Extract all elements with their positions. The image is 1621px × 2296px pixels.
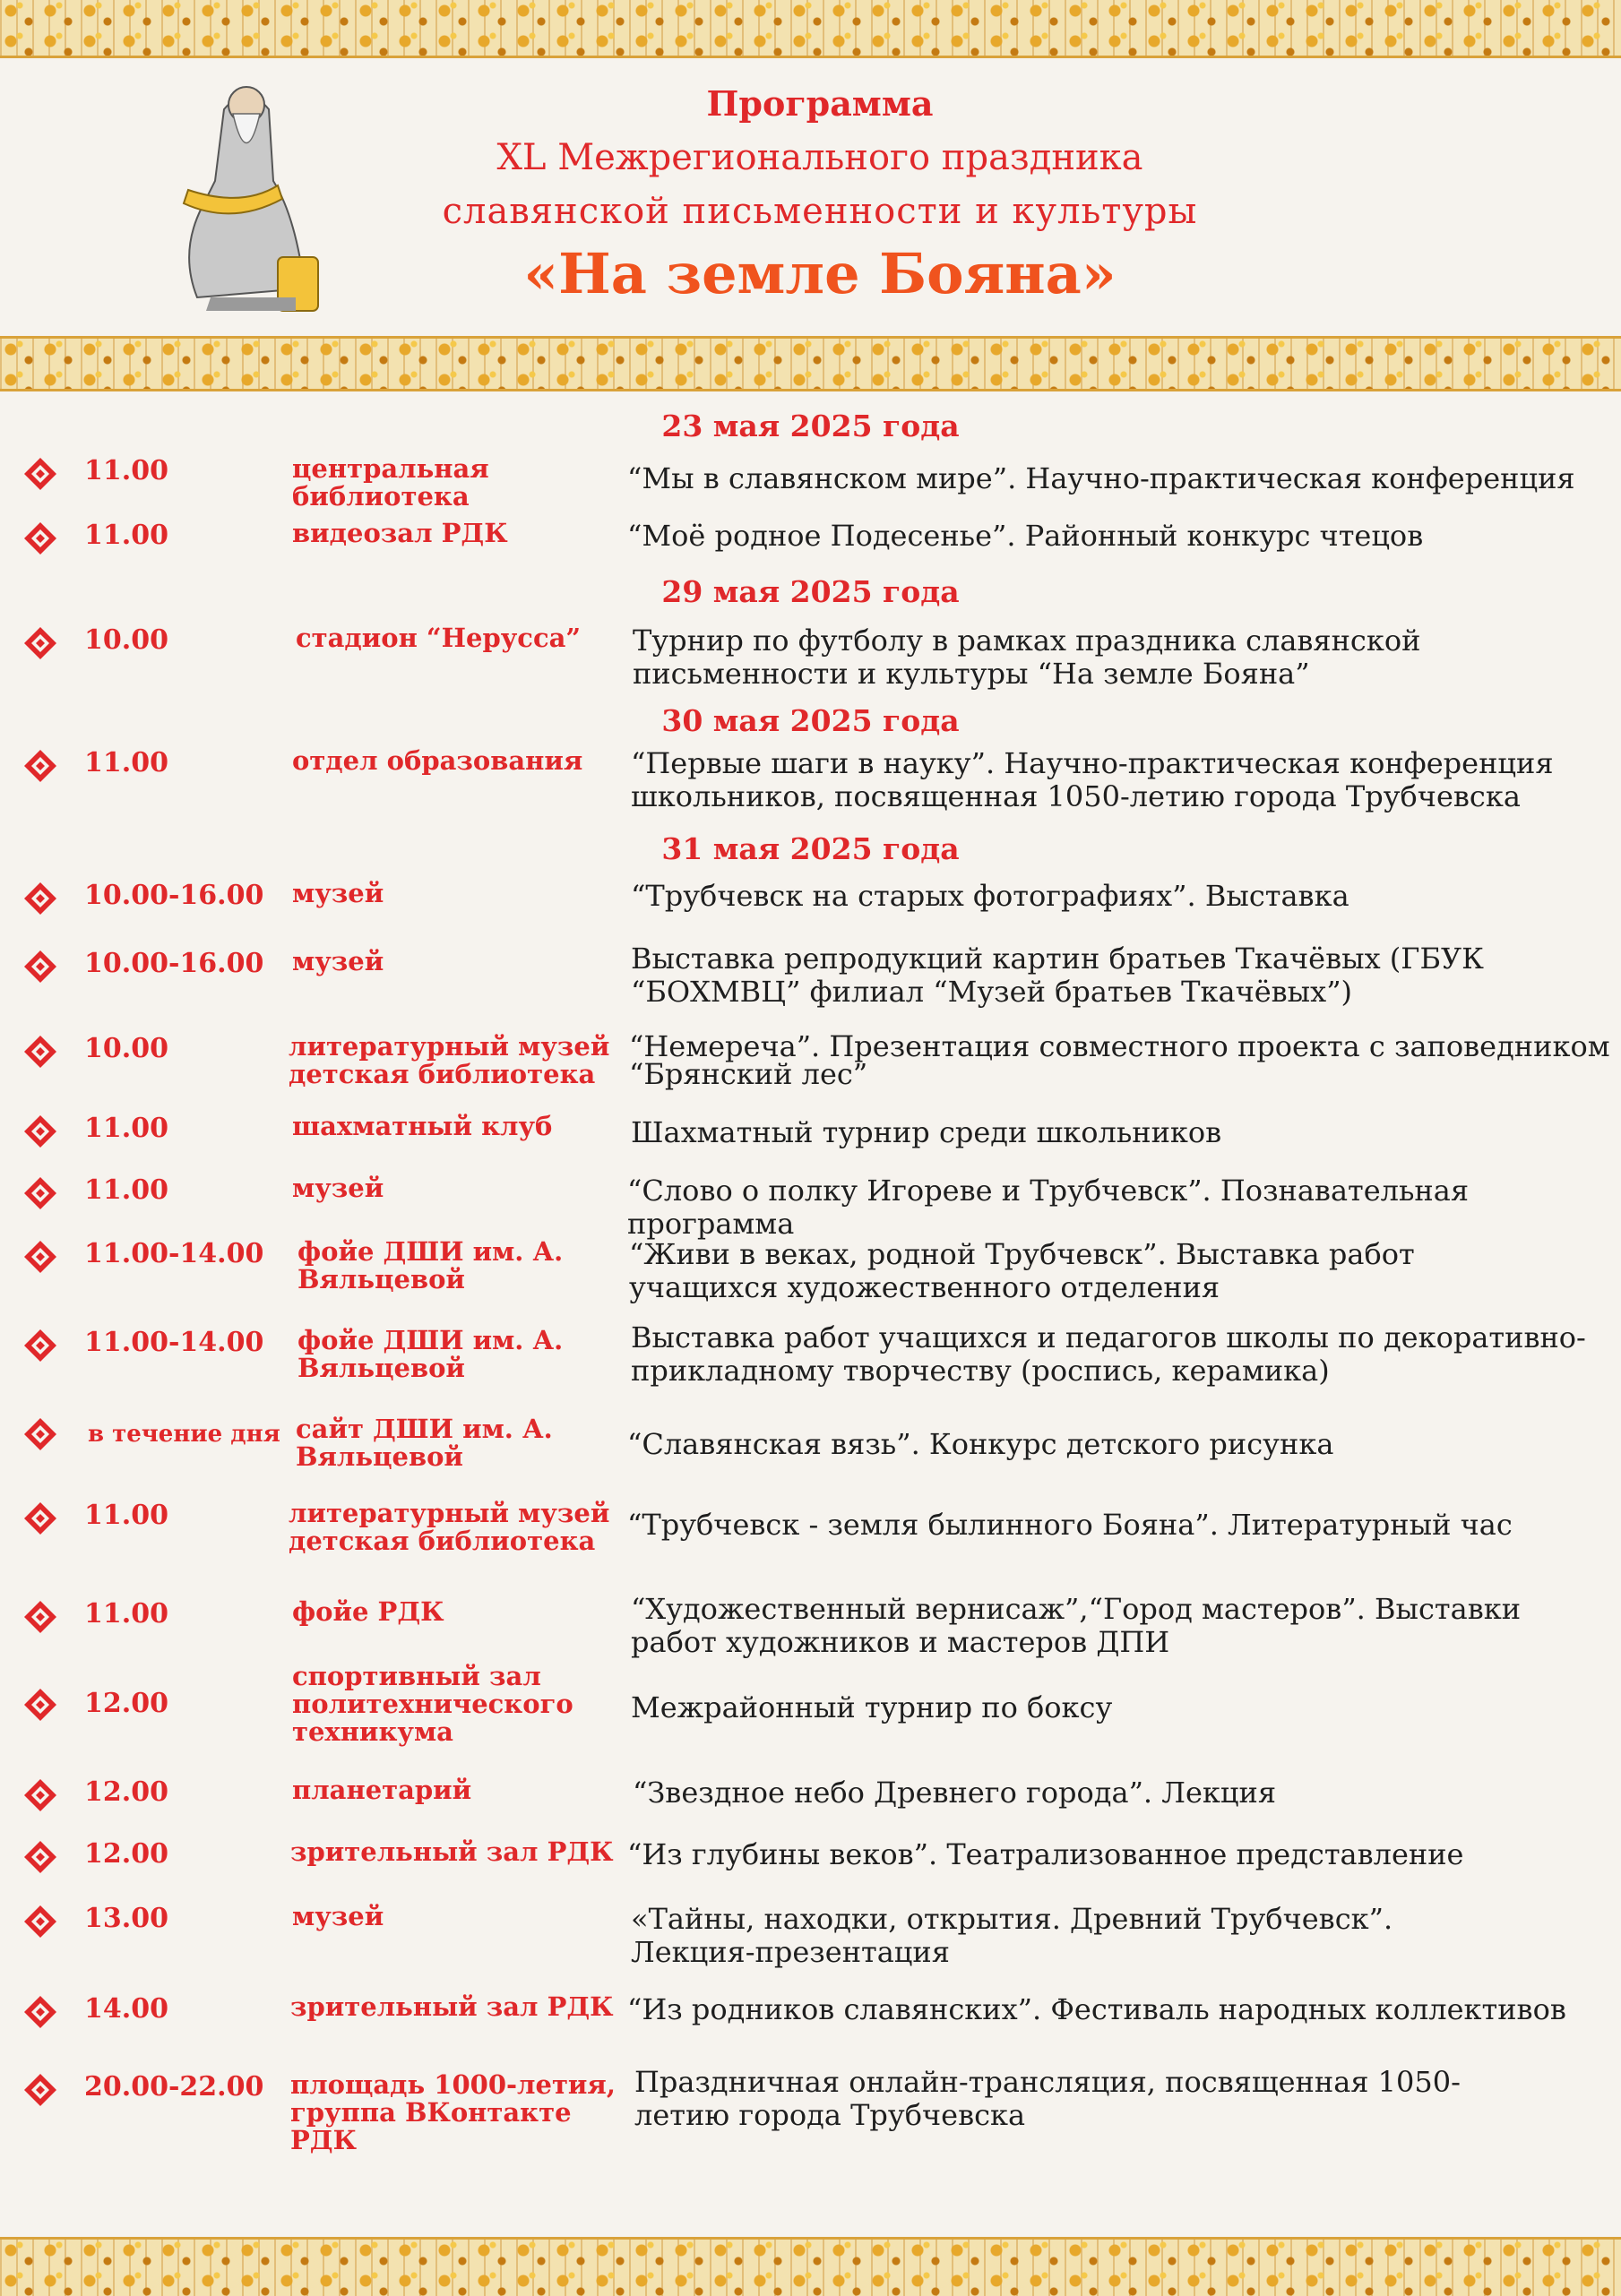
event-place: музей [292,1173,384,1203]
title-festival-subject: славянской письменности и культуры [442,191,1198,232]
day-heading: 29 мая 2025 года [661,574,960,609]
diamond-ornament-icon [23,1840,57,1874]
event-place: литературный музей детская библиотека [289,1498,610,1556]
event-place: музей [292,878,384,908]
event-time: 11.00 [84,1500,168,1531]
event-description: Межрайонный турнир по боксу [631,1690,1113,1724]
event-place: видеозал РДК [292,518,508,548]
event-place: фойе РДК [292,1596,444,1627]
event-place: отдел образования [292,745,583,776]
day-heading: 31 мая 2025 года [661,831,960,866]
diamond-ornament-icon [23,1329,57,1363]
event-time: 20.00-22.00 [84,2071,264,2103]
event-place: музей [292,946,384,976]
event-time: 11.00 [84,1174,168,1206]
event-description: “Трубчевск - земля былинного Бояна”. Литературный час [627,1508,1513,1542]
event-description: “Звездное небо Древнего города”. Лекция [633,1776,1276,1810]
event-time: 11.00 [84,1113,168,1144]
event-description: Шахматный турнир среди школьников [631,1115,1222,1149]
event-time: 11.00 [84,520,168,551]
event-description: “Моё родное Подесенье”. Районный конкурс чтецов [627,519,1424,553]
event-time: 11.00-14.00 [84,1238,264,1269]
diamond-ornament-icon [23,521,57,555]
event-place: планетарий [292,1775,472,1805]
diamond-ornament-icon [23,1176,57,1210]
boyan-figure-illustration [161,73,332,329]
event-place: музей [292,1901,384,1931]
ornament-border-middle [0,336,1621,391]
title-program-label: Программа [706,83,934,124]
day-heading: 23 мая 2025 года [661,408,960,443]
program-title [341,77,1299,310]
event-description: “Художественный вернисаж”,“Город мастеров”. Выставки работ художников и мастеров ДПИ [631,1592,1522,1659]
event-time: 11.00-14.00 [84,1327,264,1358]
event-place: сайт ДШИ им. А. Вяльцевой [296,1414,553,1472]
event-place: фойе ДШИ им. А. Вяльцевой [297,1325,564,1383]
event-description: “Слово о полку Игореве и Трубчевск”. Познавательная программа [627,1174,1469,1241]
event-time: 11.00 [84,747,168,778]
event-description: Выставка репродукций картин братьев Ткачёвых (ГБУК “БОХМВЦ” филиал “Музей братьев Ткачёвых”) [631,942,1484,1009]
event-time: 10.00-16.00 [84,948,264,979]
diamond-ornament-icon [23,1035,57,1069]
event-description: “Славянская вязь”. Конкурс детского рисунка [627,1427,1334,1461]
event-place: стадион “Нерусса” [296,623,582,653]
ornament-border-bottom [0,2237,1621,2296]
event-description: «Тайны, находки, открытия. Древний Трубчевск”. Лекция-презентация [631,1902,1393,1969]
event-time: 10.00 [84,1033,168,1064]
diamond-ornament-icon [23,1688,57,1722]
event-description: “Немереча”. Презентация совместного проекта с заповедником “Брянский лес” [629,1029,1610,1091]
diamond-ornament-icon [23,1501,57,1535]
diamond-ornament-icon [23,1995,57,2029]
event-place: площадь 1000-летия, группа ВКонтакте РДК [290,2069,616,2155]
event-time: 12.00 [84,1776,168,1808]
event-description: “Мы в славянском мире”. Научно-практическая конференция [627,461,1575,495]
day-heading: 30 мая 2025 года [661,703,960,738]
event-place: зрительный зал РДК [290,1836,614,1867]
title-festival-name: XL Межрегионального праздника [496,137,1143,178]
title-main-slogan: «На земле Бояна» [523,241,1117,306]
diamond-ornament-icon [23,626,57,660]
event-time: в течение дня [88,1421,280,1448]
diamond-ornament-icon [23,1240,57,1274]
event-place: зрительный зал РДК [290,1991,614,2022]
event-description: “Живи в веках, родной Трубчевск”. Выставка работ учащихся художественного отделения [629,1237,1415,1304]
event-description: “Трубчевск на старых фотографиях”. Выставка [631,879,1349,913]
event-description: “Первые шаги в науку”. Научно-практическая конференция школьников, посвященная 1050-летию города Трубчевска [631,746,1554,813]
diamond-ornament-icon [23,1417,57,1451]
diamond-ornament-icon [23,1905,57,1939]
event-description: Выставка работ учащихся и педагогов школы по декоративно-прикладному творчеству (роспись, керамика) [631,1320,1586,1388]
diamond-ornament-icon [23,749,57,783]
diamond-ornament-icon [23,1114,57,1148]
event-place: фойе ДШИ им. А. Вяльцевой [297,1236,564,1294]
event-time: 12.00 [84,1688,168,1719]
event-place: спортивный зал политехнического техникума [292,1661,573,1747]
event-place: центральная библиотека [292,453,489,512]
event-time: 12.00 [84,1838,168,1870]
diamond-ornament-icon [23,1600,57,1634]
diamond-ornament-icon [23,1778,57,1812]
diamond-ornament-icon [23,881,57,916]
diamond-ornament-icon [23,457,57,491]
event-time: 10.00-16.00 [84,880,264,911]
event-time: 10.00 [84,624,168,656]
event-time: 14.00 [84,1993,168,2025]
event-place: шахматный клуб [292,1111,553,1141]
event-time: 11.00 [84,1598,168,1630]
event-description: “Из родников славянских”. Фестиваль народных коллективов [627,1992,1566,2026]
event-description: Праздничная онлайн-трансляция, посвященная 1050-летию города Трубчевска [634,2065,1461,2132]
event-place: литературный музей детская библиотека [289,1031,610,1089]
event-description: Турнир по футболу в рамках праздника славянской письменности и культуры “На земле Бояна” [633,623,1421,691]
event-time: 11.00 [84,455,168,486]
diamond-ornament-icon [23,950,57,984]
event-time: 13.00 [84,1903,168,1934]
ornament-border-top [0,0,1621,58]
event-description: “Из глубины веков”. Театрализованное представление [627,1837,1464,1871]
diamond-ornament-icon [23,2073,57,2107]
